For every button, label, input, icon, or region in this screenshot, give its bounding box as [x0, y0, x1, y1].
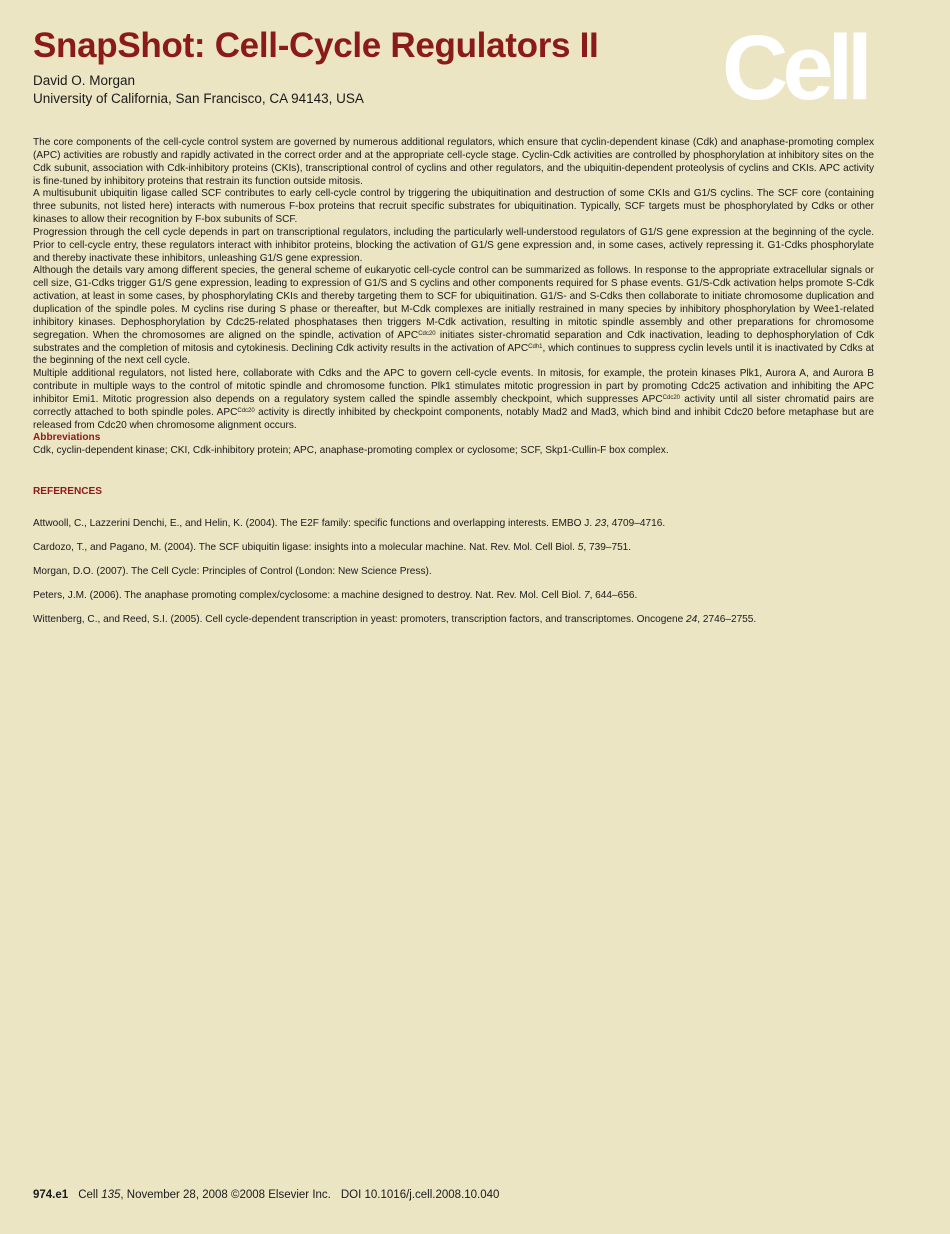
text-segment: , which continues to suppress cyclin levels until it is inactivated by Cdks at the beginning of the next cell cycle.: [33, 342, 874, 367]
text-segment: activity until all sister chromatid pairs are correctly attached to both spindle poles. APC: [33, 393, 874, 418]
author-affiliation: University of California, San Francisco, CA 94143, USA: [33, 91, 364, 106]
paragraph-additional-regulators: [33, 368, 874, 432]
reference-text: Wittenberg, C., and Reed, S.I. (2005). Cell cycle-dependent transcription in yeast: promoters, transcription factors, and transcriptomes. Oncogene: [33, 614, 687, 625]
author-name: David O. Morgan: [33, 73, 136, 88]
references-heading: REFERENCES: [33, 486, 102, 497]
reference-item: [33, 518, 665, 529]
superscript: Cdc20: [662, 394, 680, 401]
paragraph-transcription: Progression through the cell cycle depends in part on transcriptional regulators, including the particularly well-understood regulators of G1/S gene expression at the beginning of the cycle. Prior to cell-cycle entry, these regulators interact with inhibitor proteins, blocking the activation of G1/S gene expression and, in some cases, actively repressing it. G1-Cdks phosphorylate and thereby inactivate these inhibitors, unleashing G1/S gene expression.: [33, 226, 874, 264]
abbreviations-text: Cdk, cyclin-dependent kinase; CKI, Cdk-inhibitory protein; APC, anaphase-promoting complex or cyclosome; SCF, Skp1-Cullin-F box complex.: [33, 445, 669, 457]
text-segment: initiates sister-chromatid separation and Cdk inactivation, leading to dephosphorylation of Cdk substrates and the completion of mitosis and cytokinesis. Declining Cdk activity results in the activation of APC: [33, 329, 875, 354]
reference-volume: 5: [577, 542, 584, 553]
reference-pages: , 644–656.: [589, 590, 638, 601]
journal-name: Cell: [78, 1189, 98, 1201]
journal-logo: Cell: [722, 17, 867, 119]
reference-item: [33, 614, 756, 625]
paragraph-general-scheme: [33, 265, 874, 368]
reference-item: [33, 590, 637, 601]
reference-text: Peters, J.M. (2006). The anaphase promoting complex/cyclosome: a machine designed to destroy. Nat. Rev. Mol. Cell Biol.: [33, 590, 584, 601]
superscript: Cdc20: [418, 330, 436, 337]
superscript: Cdc20: [237, 407, 255, 414]
text-segment: Multiple additional regulators, not listed here, collaborate with Cdks and the APC to govern cell-cycle events. In mitosis, for example, the protein kinases Plk1, Aurora A, and Aurora B contribute in multiple ways to the control of mitotic spindle and chromosome function. Plk1 stimulates mitotic progression in part by promoting Cdc25 activation and inhibiting the APC inhibitor Emi1. Mitotic progression also depends on a regulatory system called the spindle assembly checkpoint, which suppresses APC: [33, 368, 874, 405]
reference-text: Cardozo, T., and Pagano, M. (2004). The SCF ubiquitin ligase: insights into a molecular machine. Nat. Rev. Mol. Cell Biol.: [33, 542, 578, 553]
reference-volume: 7: [583, 590, 590, 601]
paragraph-scf: A multisubunit ubiquitin ligase called SCF contributes to early cell-cycle control by triggering the ubiquitination and destruction of some CKIs and G1/S cyclins. The SCF core (containing three subunits, not listed here) interacts with numerous F-box proteins that recruit specific substrates for ubiquitination. Typically, SCF targets must be phosphorylated by Cdks or other kinases to allow their recognition by F-box subunits of SCF.: [33, 188, 874, 226]
body-text: [33, 137, 874, 458]
reference-pages: , 739–751.: [583, 542, 632, 553]
page-number: 974.e1: [33, 1189, 69, 1201]
text-segment: activity is directly inhibited by checkpoint components, notably Mad2 and Mad3, which bind and inhibit Cdc20 before metaphase but are released from Cdc20 when chromosome alignment occurs.: [33, 406, 874, 431]
reference-pages: , 4709–4716.: [606, 518, 666, 529]
page-title: SnapShot: Cell-Cycle Regulators II: [33, 26, 599, 65]
paragraph-overview: The core components of the cell-cycle control system are governed by numerous additional regulators, which ensure that cyclin-dependent kinase (Cdk) and anaphase-promoting complex (APC) activities are robustly and rapidly activated in the correct order and at the appropriate cell-cycle stage. Cyclin-Cdk activities are controlled by phosphorylation at inhibitory sites on the Cdk subunit, association with Cdk-inhibitory proteins (CKIs), transcriptional control of cyclins and other regulators, and the ubiquitin-dependent proteolysis of cyclins and CKIs. APC activity is fine-tuned by inhibitory proteins that restrain its function outside mitosis.: [33, 137, 874, 187]
reference-pages: , 2746–2755.: [697, 614, 757, 625]
reference-text: Morgan, D.O. (2007). The Cell Cycle: Principles of Control (London: New Science Press).: [33, 566, 432, 577]
page-footer: [33, 1189, 499, 1201]
reference-item: [33, 566, 432, 577]
publication-date: , November 28, 2008 ©2008 Elsevier Inc.: [120, 1189, 331, 1201]
reference-volume: 23: [594, 518, 607, 529]
reference-volume: 24: [686, 614, 698, 625]
reference-text: Attwooll, C., Lazzerini Denchi, E., and Helin, K. (2004). The E2F family: specific functions and overlapping interests. EMBO J.: [33, 518, 595, 529]
doi: DOI 10.1016/j.cell.2008.10.040: [340, 1189, 500, 1201]
reference-item: [33, 542, 631, 553]
text-segment: Although the details vary among different species, the general scheme of eukaryotic cell-cycle control can be summarized as follows. In response to the appropriate extracellular signals or cell size, G1-Cdks trigger G1/S gene expression, leading to expression of G1/S and S cyclins and other components required for S phase events. G1/S-Cdk activation helps promote S-Cdk activation, at least in some cases, by phosphorylating CKIs and thereby targeting them to SCF for ubiquitination. G1/S- and S-Cdks then collaborate to initiate chromosome duplication and duplication of the spindle poles. M cyclins rise during S phase or thereafter, but M-Cdk complexes are initially restrained in many species by inhibitory phosphorylation by Wee1-related inhibitory kinases. Dephosphorylation by Cdc25-related phosphatases then triggers M-Cdk activation, resulting in mitotic spindle assembly and other preparations for chromosome segregation. When the chromosomes are aligned on the spindle, activation of APC: [33, 265, 874, 341]
superscript: Cdh1: [528, 343, 543, 350]
journal-volume: 135: [101, 1189, 121, 1201]
abbreviations-heading: Abbreviations: [33, 432, 101, 444]
